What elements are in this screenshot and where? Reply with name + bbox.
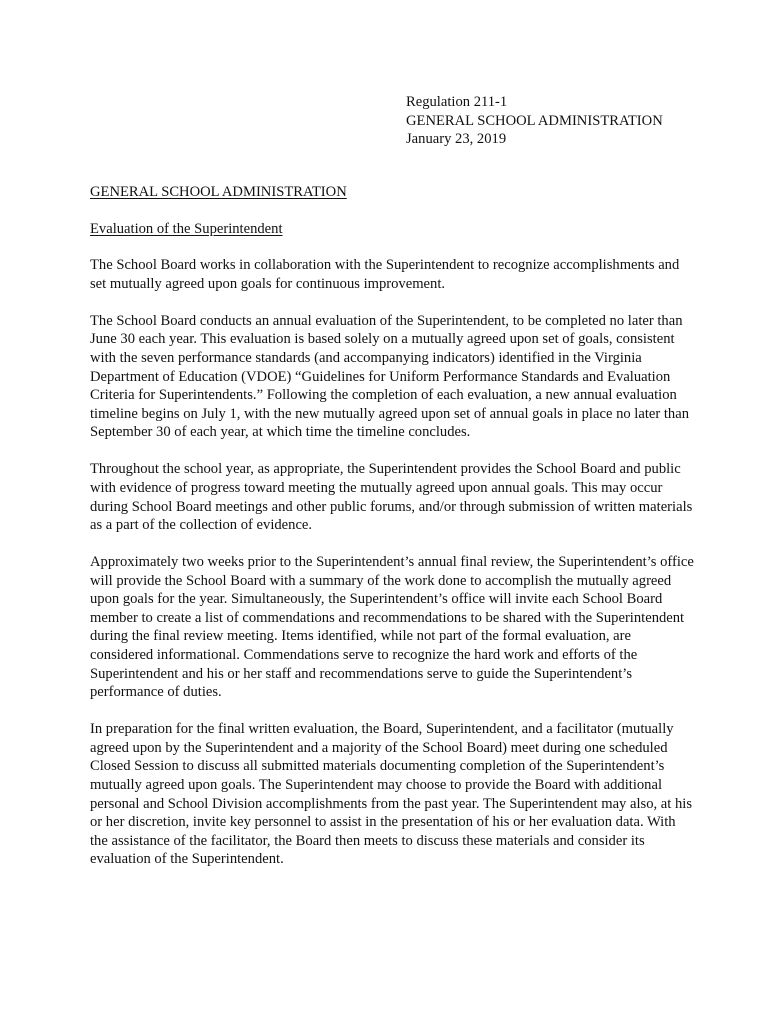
paragraph-1: The School Board works in collaboration with the Superintendent to recognize accomplishments and set mutually agreed upon goals for continuous improvement. [90, 257, 680, 292]
regulation-date: January 23, 2019 [406, 131, 507, 148]
section-title: GENERAL SCHOOL ADMINISTRATION [90, 184, 347, 200]
document-body [90, 183, 694, 887]
paragraph-3: Throughout the school year, as appropriate, the Superintendent provides the School Board and public with evidence of progress toward meeting the mutually agreed upon annual goals. This may occur during School Board meetings and other public forums, and/or through submission of written materials as a part of the collection of evidence. [90, 461, 693, 534]
document-header [406, 93, 736, 149]
paragraph-5: In preparation for the final written evaluation, the Board, Superintendent, and a facilitator (mutually agreed upon by the Superintendent and a majority of the School Board) meet during one scheduled Closed Session to discuss all submitted materials documenting completion of the Superintendent’s mutually agreed upon goals. The Superintendent may choose to provide the Board with additional personal and School Division accomplishments from the past year. The Superintendent may also, at his or her discretion, invite key personnel to assist in the presentation of his or her evaluation data. With the assistance of the facilitator, the Board then meets to discuss these materials and consider its evaluation of the Superintendent. [90, 721, 693, 868]
paragraph-4: Approximately two weeks prior to the Superintendent’s annual final review, the Superintendent’s office will provide the School Board with a summary of the work done to accomplish the mutually agreed upon goals for the year. Simultaneously, the Superintendent’s office will invite each School Board member to create a list of commendations and recommendations to be shared with the Superintendent during the final review meeting. Items identified, while not part of the formal evaluation, are considered informational. Commendations serve to recognize the hard work and efforts of the Superintendent and his or her staff and recommendations serve to guide the Superintendent’s performance of duties. [90, 554, 694, 701]
regulation-number: Regulation 211-1 [406, 94, 508, 110]
regulation-category: GENERAL SCHOOL ADMINISTRATION [406, 112, 663, 129]
paragraph-2: The School Board conducts an annual evaluation of the Superintendent, to be completed no later than June 30 each year. This evaluation is based solely on a mutually agreed upon set of goals, consistent with the seven performance standards (and accompanying indicators) identified in the Virginia Department of Education (VDOE) “Guidelines for Uniform Performance Standards and Evaluation Criteria for Superintendents.” Following the completion of each evaluation, a new annual evaluation timeline begins on July 1, with the new mutually agreed upon set of annual goals in place no later than September 30 of each year, at which time the timeline concludes. [90, 312, 690, 441]
subsection-title: Evaluation of the Superintendent [90, 220, 283, 237]
